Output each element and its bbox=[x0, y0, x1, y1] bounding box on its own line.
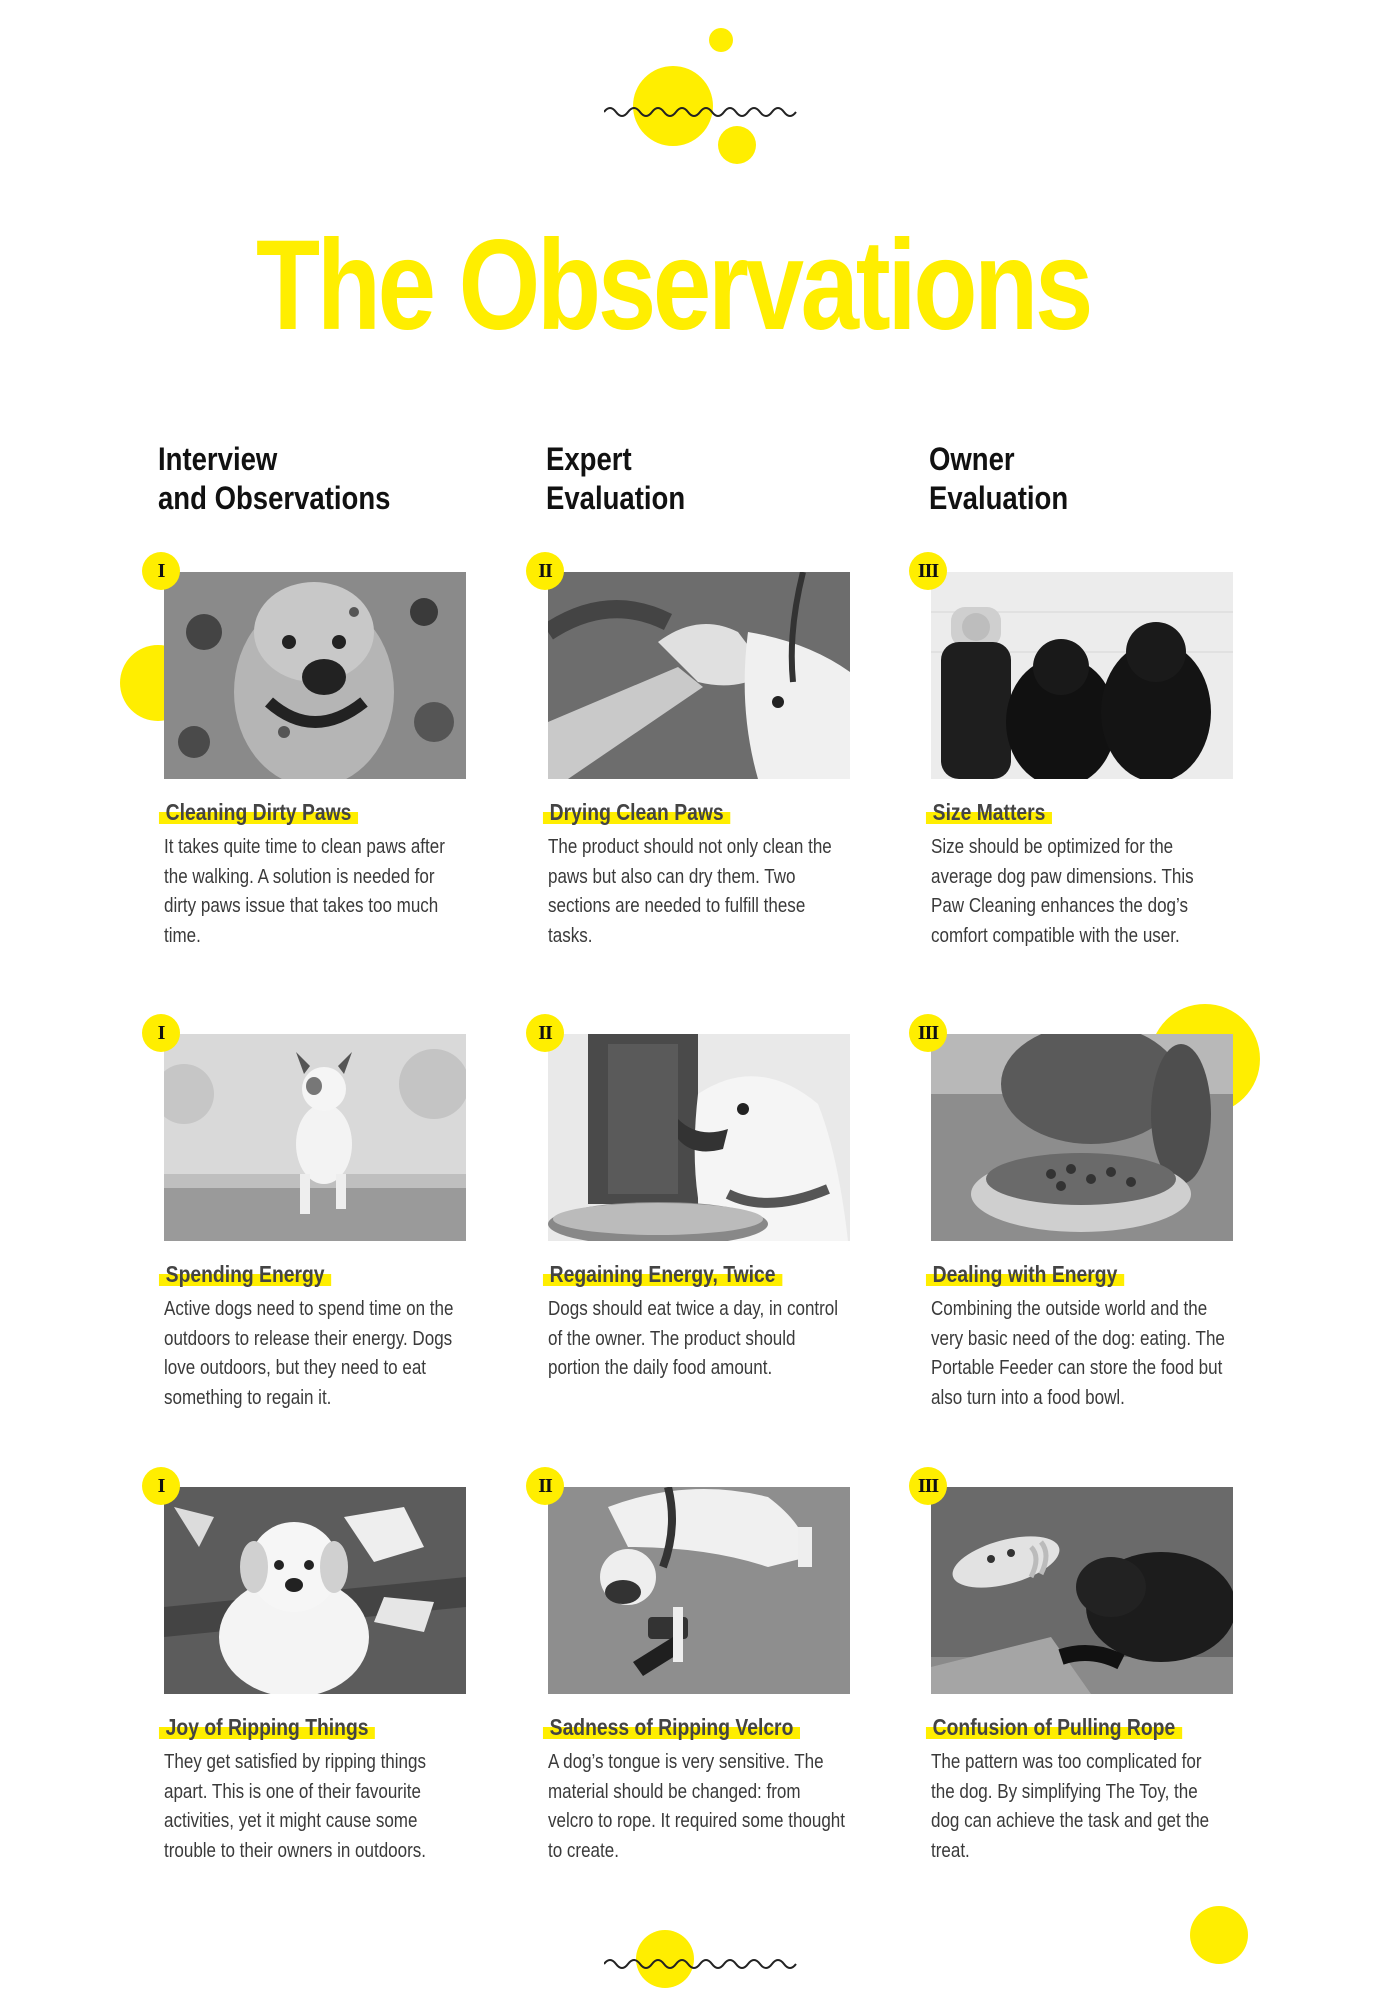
card-title: Sadness of Ripping Velcro bbox=[549, 1714, 794, 1740]
column-heading-line: Owner bbox=[929, 441, 1015, 477]
card-description: Dogs should eat twice a day, in control of the owner. The product should portion the daily food amount. bbox=[548, 1297, 839, 1379]
running-dog-photo bbox=[164, 1034, 466, 1241]
card-title: Dealing with Energy bbox=[932, 1261, 1118, 1287]
decor-circle-small-top bbox=[709, 28, 733, 52]
dog-sniffing-toy-photo bbox=[548, 1487, 850, 1694]
observation-card bbox=[538, 559, 868, 950]
column-heading-line: Evaluation bbox=[546, 480, 686, 516]
observation-card bbox=[157, 559, 484, 950]
column-heading-interview bbox=[158, 440, 433, 518]
roman-numeral-badge: I bbox=[142, 1014, 180, 1052]
roman-numeral-badge: I bbox=[142, 1467, 180, 1505]
card-description: The pattern was too complicated for the dog. By simplifying The Toy, the dog can achieve the task and get the treat. bbox=[931, 1750, 1210, 1862]
observation-card bbox=[538, 1021, 868, 1383]
observation-card bbox=[157, 1021, 484, 1412]
observation-card bbox=[917, 1021, 1251, 1412]
card-title: Size Matters bbox=[932, 799, 1046, 825]
dog-with-bowl-photo bbox=[548, 1034, 850, 1241]
observation-card bbox=[917, 559, 1251, 950]
card-title: Joy of Ripping Things bbox=[165, 1714, 369, 1740]
column-heading-line: Expert bbox=[546, 441, 632, 477]
column-heading-line: Interview bbox=[158, 441, 278, 477]
column-heading-line: and Observations bbox=[158, 480, 391, 516]
roman-numeral-badge: III bbox=[909, 1467, 947, 1505]
decor-circle-mid-top bbox=[718, 126, 756, 164]
roman-numeral-badge: II bbox=[526, 1014, 564, 1052]
card-description: It takes quite time to clean paws after the walking. A solution is needed for dirty paws issue that takes too much time. bbox=[164, 835, 445, 947]
column-heading-expert bbox=[546, 440, 821, 518]
card-title: Confusion of Pulling Rope bbox=[932, 1714, 1176, 1740]
roman-numeral-badge: III bbox=[909, 552, 947, 590]
dog-muddy-face-photo bbox=[164, 572, 466, 779]
roman-numeral-badge: II bbox=[526, 552, 564, 590]
column-heading-line: Evaluation bbox=[929, 480, 1069, 516]
child-with-two-dogs-photo bbox=[931, 572, 1233, 779]
card-title: Drying Clean Paws bbox=[549, 799, 724, 825]
card-title: Regaining Energy, Twice bbox=[549, 1261, 776, 1287]
dog-with-ripped-papers-photo bbox=[164, 1487, 466, 1694]
zigzag-wave-bottom bbox=[604, 1956, 798, 1972]
observation-card bbox=[538, 1474, 868, 1865]
roman-numeral-badge: I bbox=[142, 552, 180, 590]
page-title: The Observations bbox=[256, 214, 1091, 357]
observation-card bbox=[157, 1474, 484, 1865]
observation-card bbox=[917, 1474, 1251, 1865]
dog-eating-from-bowl-photo bbox=[931, 1034, 1233, 1241]
roman-numeral-badge: II bbox=[526, 1467, 564, 1505]
card-title: Spending Energy bbox=[165, 1261, 325, 1287]
card-description: They get satisfied by ripping things apart. This is one of their favourite activities, yet it might cause some trouble to their owners in outdoors. bbox=[164, 1750, 426, 1862]
card-description: Size should be optimized for the average dog paw dimensions. This Paw Cleaning enhances the dog’s comfort compatible with the user. bbox=[931, 835, 1194, 947]
card-description: Active dogs need to spend time on the outdoors to release their energy. Dogs love outdoors, but they need to eat something to regain it. bbox=[164, 1297, 454, 1409]
card-title: Cleaning Dirty Paws bbox=[165, 799, 352, 825]
decor-circle-bottom-right bbox=[1190, 1906, 1248, 1964]
card-description: The product should not only clean the paws but also can dry them. Two sections are needed to fulfill these tasks. bbox=[548, 835, 832, 947]
drying-dog-paw-photo bbox=[548, 572, 850, 779]
card-description: A dog’s tongue is very sensitive. The material should be changed: from velcro to rope. It required some thought to create. bbox=[548, 1750, 845, 1862]
dog-with-rope-toy-photo bbox=[931, 1487, 1233, 1694]
card-description: Combining the outside world and the very basic need of the dog: eating. The Portable Feeder can store the food but also turn into a food bowl. bbox=[931, 1297, 1225, 1409]
zigzag-wave-top bbox=[604, 104, 798, 120]
column-heading-owner bbox=[929, 440, 1204, 518]
roman-numeral-badge: III bbox=[909, 1014, 947, 1052]
